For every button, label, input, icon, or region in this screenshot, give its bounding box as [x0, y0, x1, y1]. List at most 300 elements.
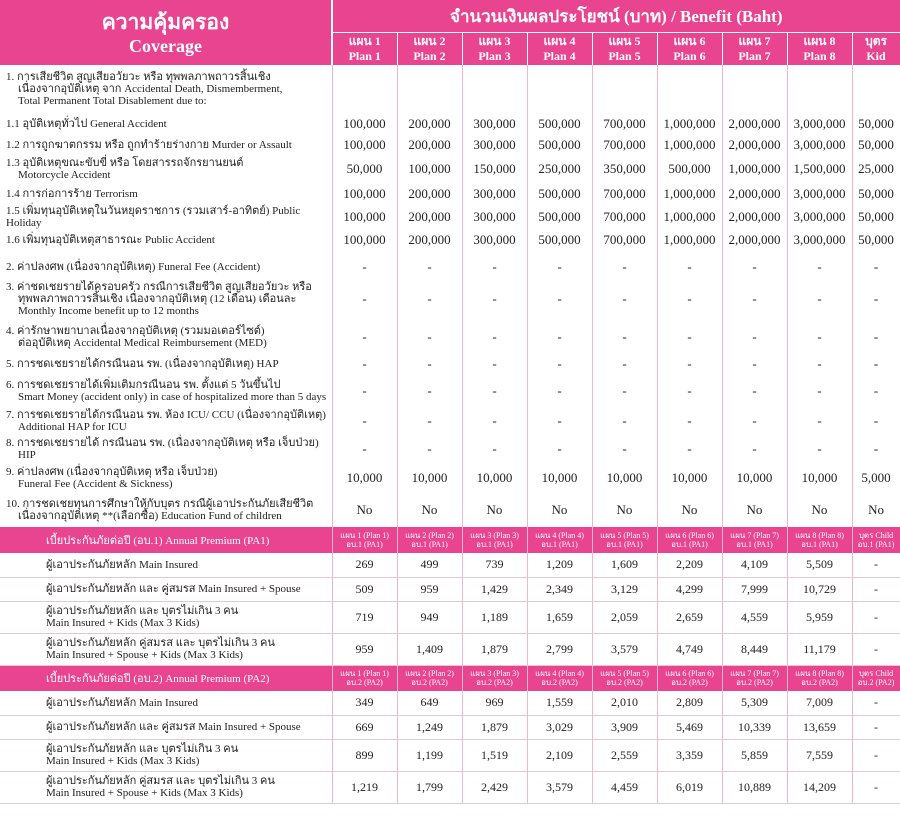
cell-value: - [852, 353, 900, 375]
cell-value: - [462, 277, 527, 321]
cell-value: 499 [397, 553, 462, 577]
premium-plan-header [332, 665, 397, 691]
cell-value: - [852, 691, 900, 715]
table-row [0, 229, 900, 251]
cell-value: 7,009 [787, 691, 852, 715]
row-label-line: Main Insured + Kids (Max 3 Kids) [46, 617, 200, 629]
cell-value: 10,000 [462, 463, 527, 493]
cell-value: - [722, 277, 787, 321]
plan-name-en: Plan 5 [608, 49, 641, 63]
plan-name-th: แผน 3 [478, 34, 511, 48]
cell-value: - [397, 407, 462, 435]
plan-name-th: บุตร [865, 34, 887, 48]
cell-value: - [722, 407, 787, 435]
premium-plan-header [722, 665, 787, 691]
table-row [0, 601, 900, 633]
cell-value: 50,000 [852, 135, 900, 155]
empty-cell [787, 65, 852, 113]
cell-value: 2,000,000 [722, 229, 787, 251]
cell-value: 500,000 [527, 205, 592, 229]
premium-plan-code: อบ.1 (PA1) [801, 540, 838, 549]
cell-value: - [787, 277, 852, 321]
plan-name-en: Plan 3 [478, 49, 511, 63]
cell-value: 949 [397, 601, 462, 633]
cell-value: - [852, 321, 900, 353]
cell-value: 2,209 [657, 553, 722, 577]
cell-value: 500,000 [527, 229, 592, 251]
cell-value: 8,449 [722, 633, 787, 665]
premium-plan-code: อบ.1 (PA1) [671, 540, 708, 549]
row-label [0, 135, 332, 155]
cell-value: 11,179 [787, 633, 852, 665]
cell-value: - [852, 553, 900, 577]
cell-value: 300,000 [462, 205, 527, 229]
cell-value: 5,309 [722, 691, 787, 715]
row-label-line: 2. ค่าปลงศพ (เนื่องจากอุบัติเหตุ) Funeral Fee (Accident) [6, 261, 261, 273]
row-label [0, 771, 332, 803]
cell-value: - [527, 277, 592, 321]
premium-header-row [0, 527, 900, 553]
premium-plan-header [527, 665, 592, 691]
row-label-line: เนื่องจากอุบัติเหตุ **(เลือกซื้อ) Education Fund of children [18, 510, 282, 522]
premium-plan-name: แผน 4 (Plan 4) [535, 669, 584, 679]
cell-value: - [787, 407, 852, 435]
cell-value: - [852, 277, 900, 321]
row-label-line: 1.5 เพิ่มทุนอุบัติเหตุในวันหยุดราชการ (รวมเสาร์-อาทิตย์) Public Holiday [6, 205, 301, 229]
cell-value: 3,000,000 [787, 229, 852, 251]
cell-value: 7,559 [787, 739, 852, 771]
table-row [0, 155, 900, 183]
premium-plan-code: อบ.2 (PA2) [476, 678, 513, 688]
empty-cell [657, 65, 722, 113]
premium-plan-code: อบ.1 (PA1) [736, 540, 773, 549]
premium-plan-code: อบ.2 (PA2) [857, 678, 895, 688]
premium-plan-name: แผน 5 (Plan 5) [600, 669, 649, 679]
premium-plan-code: อบ.2 (PA2) [671, 678, 708, 688]
section-intro-row [0, 65, 900, 113]
cell-value: 1,000,000 [657, 113, 722, 135]
cell-value: No [462, 493, 527, 527]
cell-value: - [397, 321, 462, 353]
cell-value: - [462, 375, 527, 407]
cell-value: 1,500,000 [787, 155, 852, 183]
plan-name-en: Plan 6 [673, 49, 706, 63]
row-label-line: ต่ออุบัติเหตุ Accidental Medical Reimbursement (MED) [18, 337, 267, 349]
table-row [0, 183, 900, 205]
cell-value: 10,000 [592, 463, 657, 493]
table-row [0, 463, 900, 493]
premium-plan-code: อบ.1 (PA1) [541, 540, 578, 549]
row-label [0, 229, 332, 251]
cell-value: - [332, 407, 397, 435]
cell-value: 3,129 [592, 577, 657, 601]
cell-value: - [462, 407, 527, 435]
table-row [0, 771, 900, 803]
cell-value: No [722, 493, 787, 527]
cell-value: 1,559 [527, 691, 592, 715]
plan-name-th: แผน 6 [673, 34, 706, 48]
row-label-line: Main Insured + Kids (Max 3 Kids) [46, 755, 200, 767]
row-label [0, 375, 332, 407]
cell-value: - [787, 321, 852, 353]
cell-value: 4,559 [722, 601, 787, 633]
table-row [0, 321, 900, 353]
premium-plan-header [592, 665, 657, 691]
premium-plan-name: แผน 3 (Plan 3) [470, 531, 519, 540]
intro-line: 1. การเสียชีวิต สูญเสียอวัยวะ หรือ ทุพพลภาพถาวรสิ้นเชิง [6, 71, 271, 83]
cell-value: 1,879 [462, 715, 527, 739]
cell-value: 200,000 [397, 205, 462, 229]
cell-value: - [657, 277, 722, 321]
plan-column-header [592, 33, 657, 66]
row-label-line: Additional HAP for ICU [18, 421, 127, 433]
cell-value: 969 [462, 691, 527, 715]
premium-plan-code: อบ.2 (PA2) [346, 678, 383, 688]
cell-value: No [332, 493, 397, 527]
cell-value: 959 [397, 577, 462, 601]
cell-value: - [852, 715, 900, 739]
row-label-line: 6. การชดเชยรายได้เพิ่มเติมกรณีนอน รพ. ตั้งแต่ 5 วันขึ้นไป [6, 379, 281, 391]
plan-column-header [462, 33, 527, 66]
cell-value: 250,000 [527, 155, 592, 183]
cell-value: - [852, 375, 900, 407]
cell-value: - [332, 375, 397, 407]
cell-value: 959 [332, 633, 397, 665]
cell-value: 899 [332, 739, 397, 771]
table-row [0, 553, 900, 577]
table-row [0, 739, 900, 771]
premium-plan-code: อบ.1 (PA1) [346, 540, 383, 549]
cell-value: 2,000,000 [722, 183, 787, 205]
cell-value: 2,799 [527, 633, 592, 665]
premium-plan-header [397, 527, 462, 553]
table-row [0, 407, 900, 435]
cell-value: 5,959 [787, 601, 852, 633]
row-label-line: ทุพพลภาพถาวรสิ้นเชิง เนื่องจากอุบัติเหตุ (12 เดือน) เดือนละ [18, 293, 297, 305]
premium-plan-header [332, 527, 397, 553]
cell-value: 1,000,000 [657, 135, 722, 155]
cell-value: No [527, 493, 592, 527]
cell-value: - [852, 601, 900, 633]
row-label-line: 1.4 การก่อการร้าย Terrorism [6, 188, 138, 200]
table-row [0, 353, 900, 375]
benefit-title: จำนวนเงินผลประโยชน์ (บาท) / Benefit (Baht) [332, 0, 900, 33]
premium-plan-name: แผน 2 (Plan 2) [405, 669, 454, 679]
row-label-line: ผู้เอาประกันภัยหลัก และ บุตรไม่เกิน 3 คน [46, 743, 239, 755]
row-label-line: Funeral Fee (Accident & Sickness) [18, 478, 173, 490]
row-label-line: 1.1 อุบัติเหตุทั่วไป General Accident [6, 118, 167, 130]
premium-plan-header [722, 527, 787, 553]
cell-value: 4,459 [592, 771, 657, 803]
plan-name-th: แผน 8 [803, 34, 836, 48]
row-label [0, 277, 332, 321]
cell-value: 649 [397, 691, 462, 715]
cell-value: 50,000 [852, 205, 900, 229]
plan-name-en: Plan 2 [413, 49, 446, 63]
row-label [0, 205, 332, 229]
section-intro [0, 65, 332, 113]
cell-value: No [592, 493, 657, 527]
cell-value: 50,000 [852, 183, 900, 205]
cell-value: - [722, 353, 787, 375]
cell-value: - [397, 353, 462, 375]
table-row [0, 375, 900, 407]
cell-value: 100,000 [332, 113, 397, 135]
premium-plan-name: แผน 3 (Plan 3) [470, 669, 519, 679]
cell-value: 3,579 [527, 771, 592, 803]
cell-value: 200,000 [397, 135, 462, 155]
cell-value: 2,000,000 [722, 113, 787, 135]
plan-column-header [397, 33, 462, 66]
cell-value: 50,000 [852, 113, 900, 135]
cell-value: 7,999 [722, 577, 787, 601]
table-row [0, 633, 900, 665]
cell-value: - [787, 375, 852, 407]
cell-value: No [787, 493, 852, 527]
cell-value: No [852, 493, 900, 527]
cell-value: - [722, 375, 787, 407]
premium-plan-name: แผน 1 (Plan 1) [340, 669, 389, 679]
row-label [0, 183, 332, 205]
row-label [0, 601, 332, 633]
cell-value: 14,209 [787, 771, 852, 803]
cell-value: 10,000 [332, 463, 397, 493]
premium-header-row [0, 665, 900, 691]
table-row [0, 277, 900, 321]
plan-name-en: Plan 8 [803, 49, 836, 63]
row-label [0, 321, 332, 353]
row-label-line: 9. ค่าปลงศพ (เนื่องจากอุบัติเหตุ หรือ เจ็บป่วย) [6, 466, 218, 478]
premium-plan-header [397, 665, 462, 691]
premium-plan-name: แผน 1 (Plan 1) [340, 531, 389, 540]
plan-name-en: Plan 4 [543, 49, 576, 63]
row-label-line: 10. การชดเชยทุนการศึกษาให้กับบุตร กรณีผู้เอาประกันภัยเสียชีวิต [6, 498, 314, 510]
premium-plan-header [592, 527, 657, 553]
premium-plan-code: อบ.2 (PA2) [736, 678, 773, 688]
premium-plan-header [787, 527, 852, 553]
premium-plan-header [852, 665, 900, 691]
premium-plan-name: แผน 7 (Plan 7) [730, 669, 779, 679]
row-label-line: ผู้เอาประกันภัยหลัก และ คู่สมรส Main Insured + Spouse [46, 583, 301, 595]
cell-value: 3,029 [527, 715, 592, 739]
row-label-line: 3. ค่าชดเชยรายได้ครอบครัว กรณีการเสียชีวิต สูญเสียอวัยวะ หรือ [6, 281, 312, 293]
cell-value: 500,000 [527, 135, 592, 155]
premium-title: เบี้ยประกันภัยต่อปี (อบ.2) Annual Premium (PA2) [0, 665, 332, 691]
premium-plan-header [527, 527, 592, 553]
cell-value: 13,659 [787, 715, 852, 739]
cell-value: 1,519 [462, 739, 527, 771]
cell-value: - [787, 353, 852, 375]
row-label-line: 7. การชดเชยรายได้กรณีนอน รพ. ห้อง ICU/ CCU (เนื่องจากอุบัติเหตุ) [6, 409, 326, 421]
cell-value: - [592, 257, 657, 277]
cell-value: - [462, 353, 527, 375]
cell-value: - [592, 321, 657, 353]
cell-value: 3,000,000 [787, 113, 852, 135]
row-label [0, 493, 332, 527]
cell-value: 700,000 [592, 135, 657, 155]
row-label [0, 435, 332, 463]
premium-plan-code: อบ.1 (PA1) [411, 540, 448, 549]
row-label-line: Monthly Income benefit up to 12 months [18, 305, 199, 317]
row-label [0, 691, 332, 715]
cell-value: - [332, 353, 397, 375]
plan-column-header [852, 33, 900, 66]
plan-name-th: แผน 2 [413, 34, 446, 48]
premium-plan-name: แผน 2 (Plan 2) [405, 531, 454, 540]
row-label [0, 463, 332, 493]
cell-value: - [657, 353, 722, 375]
coverage-title-en: Coverage [129, 35, 202, 56]
cell-value: 300,000 [462, 135, 527, 155]
cell-value: 5,509 [787, 553, 852, 577]
cell-value: 200,000 [397, 113, 462, 135]
cell-value: 2,000,000 [722, 205, 787, 229]
cell-value: 100,000 [332, 135, 397, 155]
cell-value: 1,000,000 [657, 229, 722, 251]
cell-value: 2,559 [592, 739, 657, 771]
cell-value: 1,659 [527, 601, 592, 633]
cell-value: - [657, 257, 722, 277]
premium-plan-name: แผน 6 (Plan 6) [665, 669, 714, 679]
plan-name-th: แผน 1 [348, 34, 381, 48]
plan-name-en: Plan 7 [738, 49, 771, 63]
row-label [0, 739, 332, 771]
intro-line: เนื่องจากอุบัติเหตุ จาก Accidental Death, Dismemberment, [18, 83, 283, 95]
row-label [0, 577, 332, 601]
table-row [0, 577, 900, 601]
cell-value: 5,000 [852, 463, 900, 493]
premium-plan-header [462, 527, 527, 553]
cell-value: 2,429 [462, 771, 527, 803]
plan-column-header [657, 33, 722, 66]
plan-column-header [332, 33, 397, 66]
row-label-line: Smart Money (accident only) in case of hospitalized more than 5 days [18, 391, 327, 403]
cell-value: 4,749 [657, 633, 722, 665]
premium-title: เบี้ยประกันภัยต่อปี (อบ.1) Annual Premium (PA1) [0, 527, 332, 553]
cell-value: 1,000,000 [657, 183, 722, 205]
row-label-line: 8. การชดเชยรายได้ กรณีนอน รพ. (เนื่องจากอุบัติเหตุ หรือ เจ็บป่วย) [6, 437, 319, 449]
row-label-line: 1.2 การถูกฆาตกรรม หรือ ถูกทำร้ายร่างกาย Murder or Assault [6, 139, 292, 151]
row-label-line: ผู้เอาประกันภัยหลัก และ คู่สมรส Main Insured + Spouse [46, 721, 301, 733]
plan-column-header [722, 33, 787, 66]
cell-value: 669 [332, 715, 397, 739]
cell-value: 100,000 [332, 183, 397, 205]
cell-value: 300,000 [462, 229, 527, 251]
table-row [0, 135, 900, 155]
row-label [0, 155, 332, 183]
cell-value: 269 [332, 553, 397, 577]
plan-name-en: Plan 1 [348, 49, 381, 63]
row-label [0, 553, 332, 577]
cell-value: - [397, 257, 462, 277]
cell-value: 10,000 [397, 463, 462, 493]
premium-plan-name: แผน 5 (Plan 5) [600, 531, 649, 540]
premium-plan-name: แผน 8 (Plan 8) [795, 531, 844, 540]
cell-value: - [657, 375, 722, 407]
cell-value: 10,000 [787, 463, 852, 493]
premium-plan-name: บุตร Child [858, 531, 894, 540]
table-row [0, 715, 900, 739]
cell-value: 1,000,000 [657, 205, 722, 229]
cell-value: 10,000 [527, 463, 592, 493]
premium-plan-header [787, 665, 852, 691]
cell-value: 150,000 [462, 155, 527, 183]
cell-value: - [852, 577, 900, 601]
row-label [0, 633, 332, 665]
premium-plan-header [657, 665, 722, 691]
cell-value: - [397, 277, 462, 321]
empty-cell [332, 65, 397, 113]
premium-plan-name: แผน 4 (Plan 4) [535, 531, 584, 540]
cell-value: 300,000 [462, 183, 527, 205]
plan-name-th: แผน 7 [738, 34, 771, 48]
cell-value: 10,339 [722, 715, 787, 739]
cell-value: 3,909 [592, 715, 657, 739]
table-row [0, 205, 900, 229]
intro-line: Total Permanent Total Disablement due to: [18, 95, 207, 107]
cell-value: 739 [462, 553, 527, 577]
coverage-header [0, 0, 332, 65]
premium-plan-code: อบ.2 (PA2) [606, 678, 643, 688]
empty-cell [527, 65, 592, 113]
cell-value: 1,199 [397, 739, 462, 771]
cell-value: 10,000 [657, 463, 722, 493]
cell-value: 5,859 [722, 739, 787, 771]
premium-plan-name: แผน 8 (Plan 8) [795, 669, 844, 679]
cell-value: 700,000 [592, 183, 657, 205]
cell-value: 500,000 [527, 183, 592, 205]
cell-value: 350,000 [592, 155, 657, 183]
cell-value: 2,059 [592, 601, 657, 633]
cell-value: 2,109 [527, 739, 592, 771]
plan-name-th: แผน 5 [608, 34, 641, 48]
cell-value: - [332, 257, 397, 277]
cell-value: 3,579 [592, 633, 657, 665]
cell-value: 1,429 [462, 577, 527, 601]
cell-value: - [332, 321, 397, 353]
cell-value: 1,249 [397, 715, 462, 739]
row-label-line: ผู้เอาประกันภัยหลัก Main Insured [46, 558, 199, 571]
row-label-line: Main Insured + Spouse + Kids (Max 3 Kids) [46, 649, 243, 661]
table-row [0, 493, 900, 527]
cell-value: 100,000 [397, 155, 462, 183]
cell-value: - [852, 633, 900, 665]
premium-plan-code: อบ.1 (PA1) [476, 540, 513, 549]
cell-value: 2,010 [592, 691, 657, 715]
cell-value: 10,729 [787, 577, 852, 601]
cell-value: - [527, 353, 592, 375]
cell-value: - [332, 277, 397, 321]
premium-plan-header [657, 527, 722, 553]
empty-cell [397, 65, 462, 113]
cell-value: - [852, 435, 900, 463]
cell-value: 1,209 [527, 553, 592, 577]
row-label [0, 257, 332, 277]
cell-value: - [657, 407, 722, 435]
cell-value: 3,000,000 [787, 205, 852, 229]
row-label-line: ผู้เอาประกันภัยหลัก และ บุตรไม่เกิน 3 คน [46, 605, 239, 617]
cell-value: 719 [332, 601, 397, 633]
cell-value: 700,000 [592, 229, 657, 251]
cell-value: 1,799 [397, 771, 462, 803]
plan-column-header [527, 33, 592, 66]
cell-value: 1,409 [397, 633, 462, 665]
plan-name-th: แผน 4 [543, 34, 576, 48]
cell-value: 200,000 [397, 183, 462, 205]
cell-value: 700,000 [592, 113, 657, 135]
cell-value: 1,189 [462, 601, 527, 633]
premium-plan-code: อบ.2 (PA2) [801, 678, 838, 688]
